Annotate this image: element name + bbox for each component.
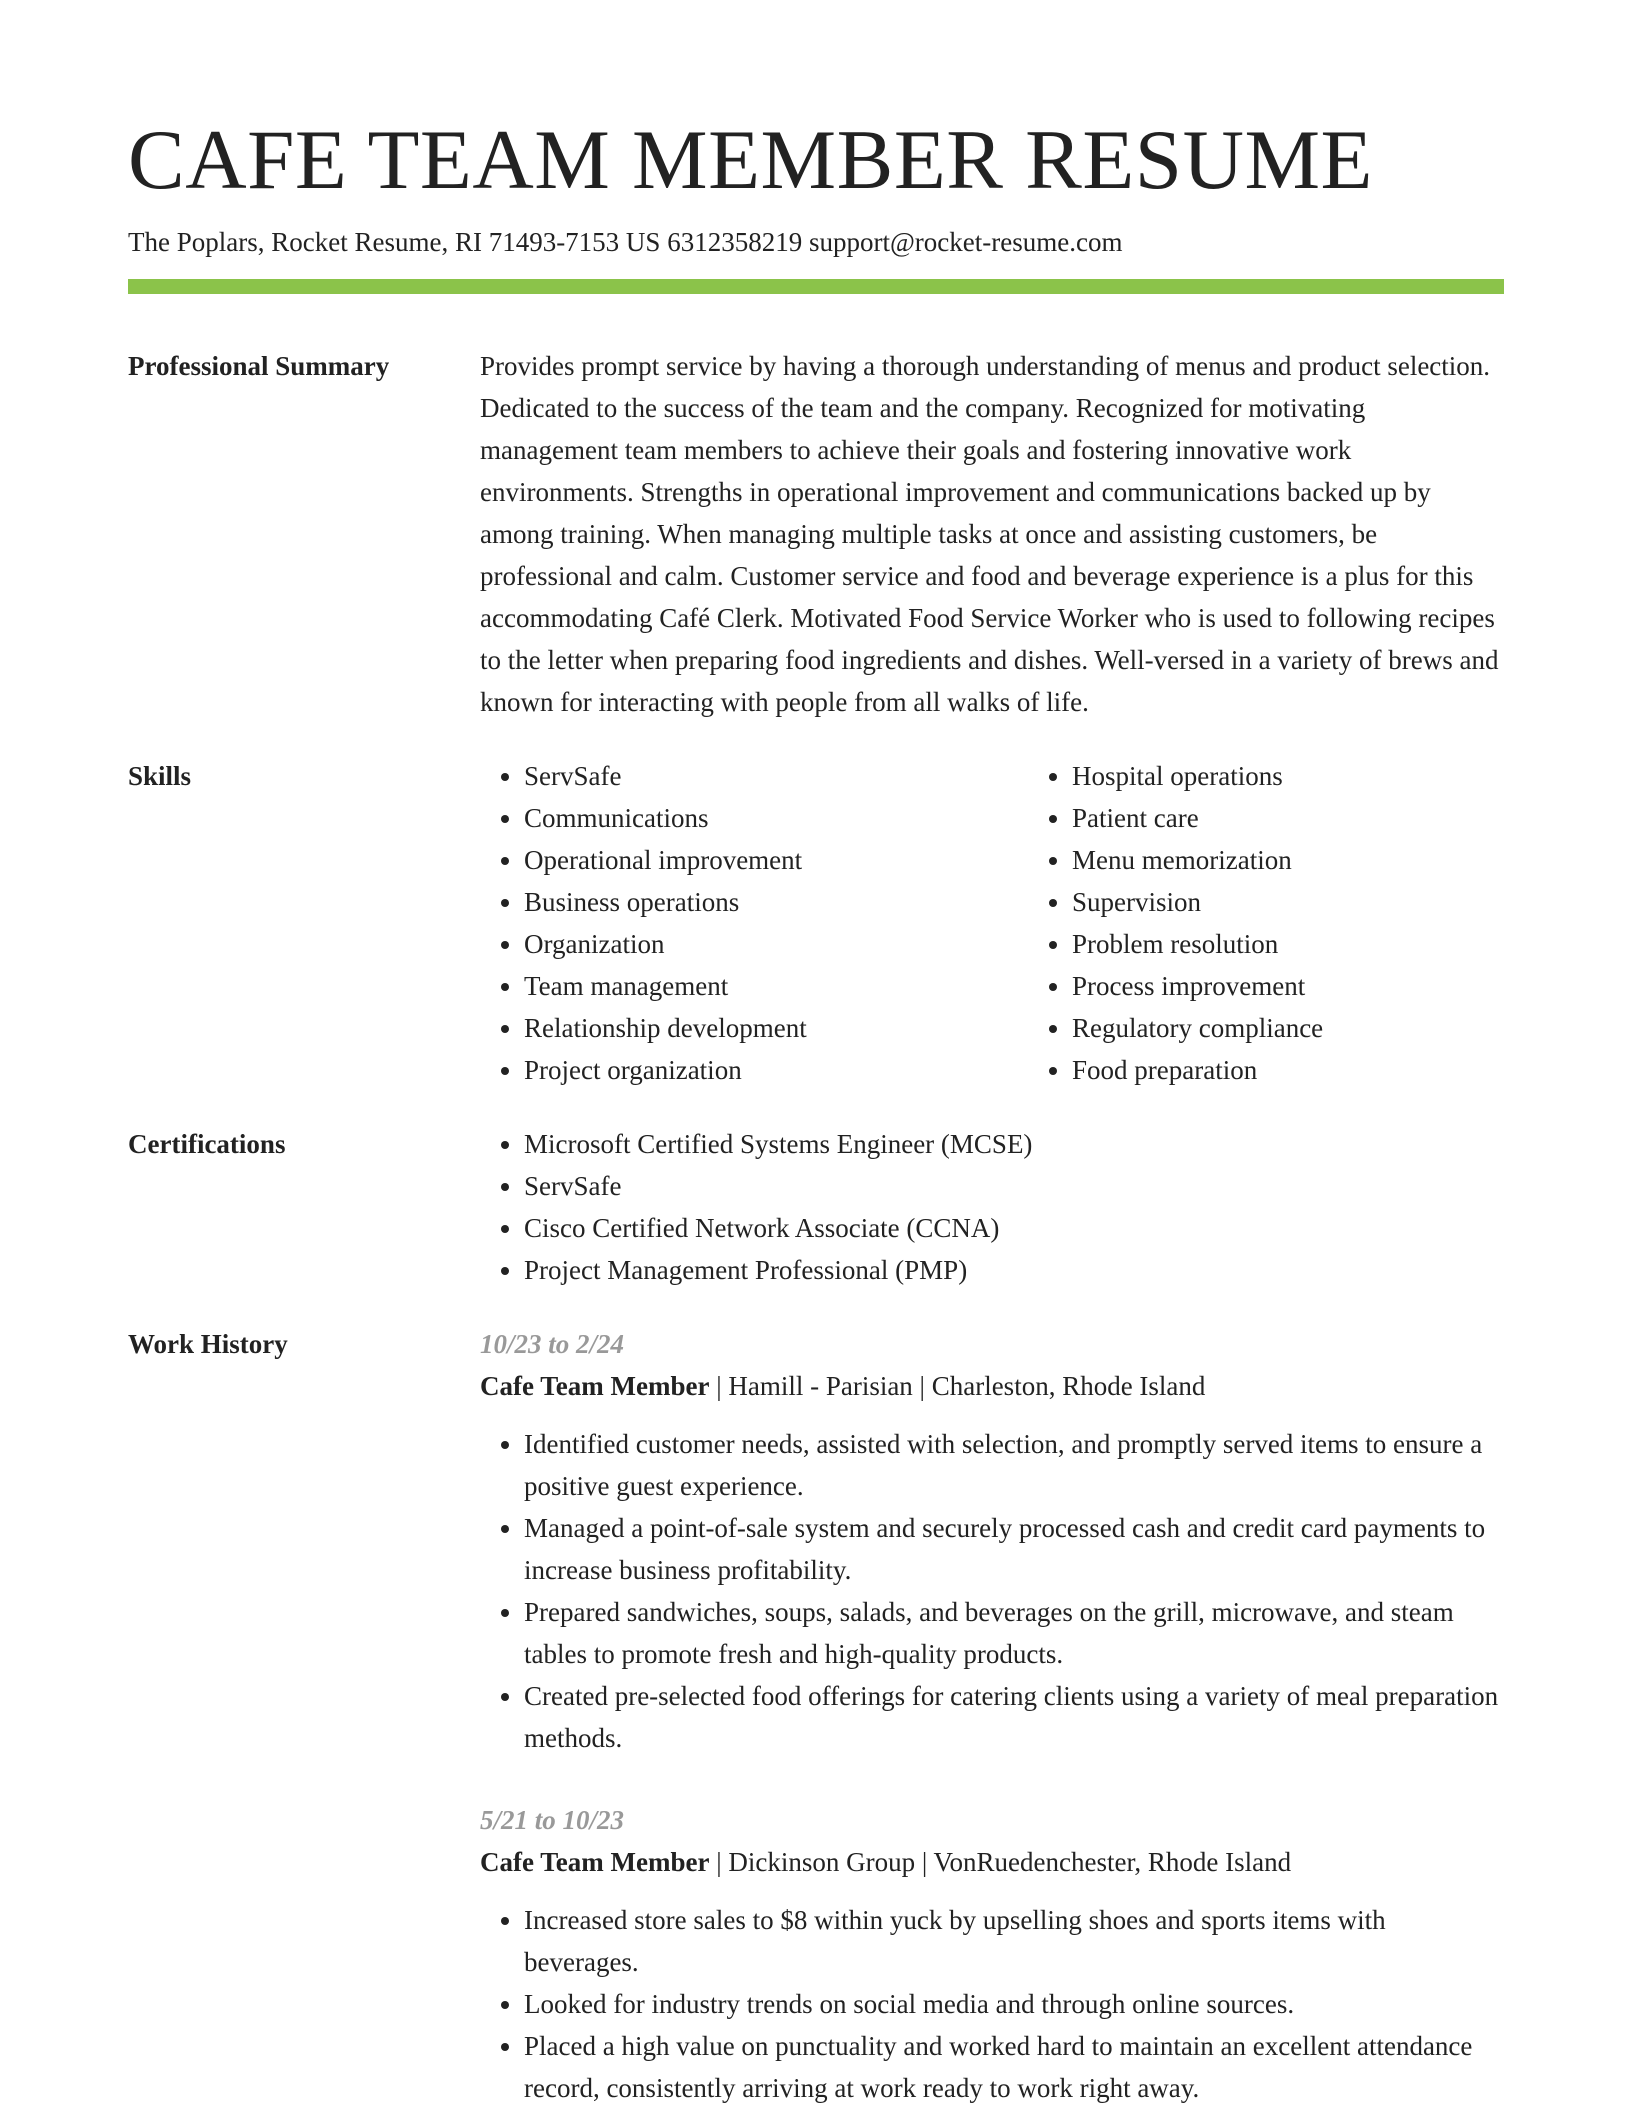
skill-item: • Team management <box>524 965 1028 1007</box>
skill-item: • Regulatory compliance <box>1072 1007 1576 1049</box>
certifications-label: Certifications <box>128 1129 286 1160</box>
certifications-list <box>480 1123 1504 1291</box>
summary-section <box>128 345 1504 723</box>
skill-item: • Process improvement <box>1072 965 1576 1007</box>
skills-list-right <box>1028 755 1576 1091</box>
certification-item: • Microsoft Certified Systems Engineer (MCSE) <box>524 1123 1504 1165</box>
skill-item: • Food preparation <box>1072 1049 1576 1091</box>
skill-item: • Problem resolution <box>1072 923 1576 965</box>
certification-item: • Cisco Certified Network Associate (CCNA) <box>524 1207 1504 1249</box>
job-entry <box>480 1323 1504 1759</box>
skills-list-left <box>480 755 1028 1091</box>
skill-item: • ServSafe <box>524 755 1028 797</box>
job-bullet: • Placed a high value on punctuality and worked hard to maintain an excellent attendance record, consistently arriving at work ready to work right away. <box>524 2025 1504 2109</box>
job-heading <box>480 1841 1504 1883</box>
job-title: Cafe Team Member <box>480 1371 710 1402</box>
job-dates: 10/23 to 2/24 <box>480 1329 625 1360</box>
job-bullets <box>480 1423 1504 1759</box>
work-history-label: Work History <box>128 1329 288 1360</box>
certification-item: • Project Management Professional (PMP) <box>524 1249 1504 1291</box>
skills-grid <box>480 755 1504 1091</box>
skill-item: • Hospital operations <box>1072 755 1576 797</box>
certification-item: • ServSafe <box>524 1165 1504 1207</box>
skill-item: • Organization <box>524 923 1028 965</box>
job-bullets <box>480 1899 1504 2109</box>
skills-label: Skills <box>128 761 192 792</box>
header-divider <box>128 279 1504 294</box>
job-bullet: • Identified customer needs, assisted with selection, and promptly served items to ensure a positive guest experience. <box>524 1423 1504 1507</box>
work-history-body <box>480 1323 1504 2109</box>
job-details: | Hamill - Parisian | Charleston, Rhode Island <box>709 1371 1206 1402</box>
skill-item: • Supervision <box>1072 881 1576 923</box>
job-bullet: • Created pre-selected food offerings for catering clients using a variety of meal preparation methods. <box>524 1675 1504 1759</box>
summary-label: Professional Summary <box>128 351 390 382</box>
skill-item: • Menu memorization <box>1072 839 1576 881</box>
certifications-body <box>480 1123 1504 1291</box>
job-bullet: • Increased store sales to $8 within yuck by upselling shoes and sports items with beverages. <box>524 1899 1504 1983</box>
job-details: | Dickinson Group | VonRuedenchester, Rhode Island <box>709 1847 1292 1878</box>
skill-item: • Communications <box>524 797 1028 839</box>
skill-item: • Operational improvement <box>524 839 1028 881</box>
job-bullet: • Managed a point-of-sale system and securely processed cash and credit card payments to increase business profitability. <box>524 1507 1504 1591</box>
skills-section <box>128 755 1504 1091</box>
work-history-section <box>128 1323 1504 2109</box>
job-dates: 5/21 to 10/23 <box>480 1805 625 1836</box>
skill-item: • Business operations <box>524 881 1028 923</box>
skill-item: • Project organization <box>524 1049 1028 1091</box>
job-heading <box>480 1365 1504 1407</box>
job-bullet: • Looked for industry trends on social media and through online sources. <box>524 1983 1504 2025</box>
certifications-section <box>128 1123 1504 1291</box>
job-entry <box>480 1799 1504 2109</box>
job-title: Cafe Team Member <box>480 1847 710 1878</box>
skill-item: • Patient care <box>1072 797 1576 839</box>
contact-line: The Poplars, Rocket Resume, RI 71493-7153 US 6312358219 support@rocket-resume.com <box>128 227 1123 257</box>
resume-title: CAFE TEAM MEMBER RESUME <box>128 113 1373 207</box>
job-bullet: • Prepared sandwiches, soups, salads, and beverages on the grill, microwave, and steam tables to promote fresh and high-quality products. <box>524 1591 1504 1675</box>
summary-text: Provides prompt service by having a thorough understanding of menus and product selection. Dedicated to the success of the team and the company. Recognized for motivating management team members to achieve their goals and fostering innovative work environments. Strengths in operational improvement and communications backed up by among training. When managing multiple tasks at once and assisting customers, be professional and calm. Customer service and food and beverage experience is a plus for this accommodating Café Clerk. Motivated Food Service Worker who is used to following recipes to the letter when preparing food ingredients and dishes. Well-versed in a variety of brews and known for interacting with people from all walks of life. <box>480 351 1499 718</box>
skill-item: • Relationship development <box>524 1007 1028 1049</box>
